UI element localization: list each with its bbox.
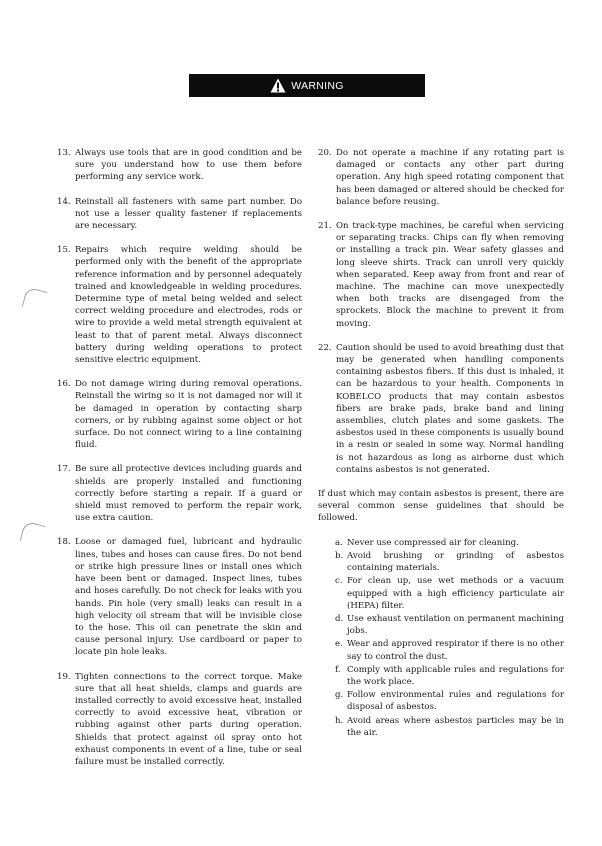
item-number: 21. [318, 221, 332, 232]
asbestos-guidelines [318, 537, 564, 739]
item-text: Do not operate a machine if any rotating part is damaged or contacts any other part during operation. Any high speed rotating component that has been damaged or altered should be checked for balance before reusing. [336, 148, 564, 207]
guideline-text: Follow environmental rules and regulations for disposal of asbestos. [347, 690, 564, 713]
item-text: Caution should be used to avoid breathing dust that may be generated when handling components containing asbestos fibers. If this dust is inhaled, it can be hazardous to your health. Components in KOBELCO products that may contain asbestos fibers are brake pads, brake band and lining assemblies, clutch plates and some gaskets. The asbestos used in these components is usually bound in a resin or sealed in some way. Normal handling is not hazardous as long as airborne dust which contains asbestos is not generated. [336, 342, 564, 475]
guideline-text: Use exhaust ventilation on permanent machining jobs. [347, 613, 564, 637]
left-column [57, 147, 302, 780]
item-number: 16. [57, 379, 71, 390]
guideline-text: Comply with applicable rules and regulations for the work place. [347, 664, 564, 687]
warning-label: WARNING [291, 79, 344, 92]
item-number: 19. [57, 671, 71, 682]
list-item [318, 342, 564, 476]
guideline-text: Never use compressed air for cleaning. [347, 537, 519, 548]
list-item [57, 463, 302, 524]
guideline-letter: c. [335, 576, 343, 587]
right-column [318, 147, 564, 740]
guideline-item [335, 638, 564, 662]
guideline-letter: e. [335, 639, 343, 650]
list-item [57, 147, 302, 184]
guideline-item [335, 689, 564, 713]
guideline-letter: g. [335, 690, 344, 701]
guideline-letter: d. [335, 613, 344, 624]
asbestos-intro: If dust which may contain asbestos is present, there are several common sense guidelines that should be followed. [318, 489, 564, 524]
binder-hole-mark [22, 287, 48, 313]
guideline-text: For clean up, use wet methods or a vacuum equipped with a high efficiency particulate air (HEPA) filter. [347, 576, 564, 611]
binder-hole-mark [20, 521, 46, 547]
guideline-item [335, 575, 564, 612]
item-text: Reinstall all fasteners with same part number. Do not use a lesser quality fastener if replacements are necessary. [75, 196, 302, 232]
item-number: 15. [57, 245, 71, 256]
guideline-item [335, 537, 564, 549]
guideline-letter: a. [335, 537, 343, 548]
warning-banner [189, 74, 425, 97]
guideline-text: Avoid brushing or grinding of asbestos containing materials. [347, 550, 564, 574]
guideline-letter: h. [335, 715, 344, 726]
list-item [57, 671, 302, 769]
list-item [57, 536, 302, 658]
item-number: 22. [318, 342, 332, 353]
item-number: 13. [57, 148, 71, 158]
item-number: 20. [318, 148, 332, 158]
item-text: Repairs which require welding should be performed only with the benefit of the appropriate reference information and by personnel adequately trained and knowledgeable in welding procedures. Determine type of metal being welded and select correct welding procedure and electrodes, rods or wire to provide a weld metal strength equivalent at least to that of parent metal. Always disconnect battery during welding operations to protect sensitive electric equipment. [75, 245, 302, 366]
guideline-item [335, 613, 564, 637]
guideline-letter: b. [335, 550, 344, 561]
list-item [318, 220, 564, 330]
guideline-item [335, 550, 564, 574]
list-item [57, 378, 302, 451]
item-number: 14. [57, 196, 71, 207]
item-text: Be sure all protective devices including guards and shields are properly installed and functioning correctly before starting a repair. If a guard or shield must removed to perform the repair work, use extra caution. [75, 464, 302, 524]
warning-triangle-icon [270, 78, 286, 93]
item-number: 17. [57, 464, 71, 475]
item-text: Tighten connections to the correct torque. Make sure that all heat shields, clamps and guards are installed correctly to avoid excessive heat, installed correctly to avoid excessive heat, vibration or rubbing against other parts during operation. Shields that protect against oil spray onto hot exhaust components in event of a line, tube or seal failure must be installed correctly. [75, 671, 302, 767]
guideline-text: Avoid areas where asbestos particles may be in the air. [347, 715, 564, 738]
item-text: Loose or damaged fuel, lubricant and hydraulic lines, tubes and hoses can cause fires. Do not bend or strike high pressure lines or install ones which have been bent or damaged. Inspect lines, tubes and hoses carefully. Do not check for leaks with you hands. Pin hole (very small) leaks can result in a high velocity oil stream that will be invisible close to the hose. This oil can penetrate the skin and cause personal injury. Use cardboard or paper to locate pin hole leaks. [75, 537, 302, 658]
list-item [57, 244, 302, 366]
item-text: Do not damage wiring during removal operations. Reinstall the wiring so it is not damaged nor will it be damaged in operation by contacting sharp corners, or by rubbing against some object or hot surface. Do not connect wiring to a line containing fluid. [75, 379, 302, 451]
list-item [318, 147, 564, 208]
guideline-text: Wear and approved respirator if there is no other say to control the dust. [347, 639, 564, 662]
guideline-letter: f. [335, 664, 341, 675]
list-item [57, 196, 302, 233]
item-text: Always use tools that are in good condition and be sure you understand how to use them before performing any service work. [75, 148, 302, 183]
item-text: On track-type machines, be careful when servicing or separating tracks. Chips can fly when removing or installing a track pin. Wear safety glasses and long sleeve shirts. Track can unroll very quickly when separated. Keep away from front and rear of machine. The machine can move unexpectedly when both tracks are disengaged from the sprockets. Block the machine to prevent it from moving. [336, 221, 564, 329]
guideline-item [335, 715, 564, 739]
guideline-item [335, 664, 564, 688]
item-number: 18. [57, 537, 71, 548]
